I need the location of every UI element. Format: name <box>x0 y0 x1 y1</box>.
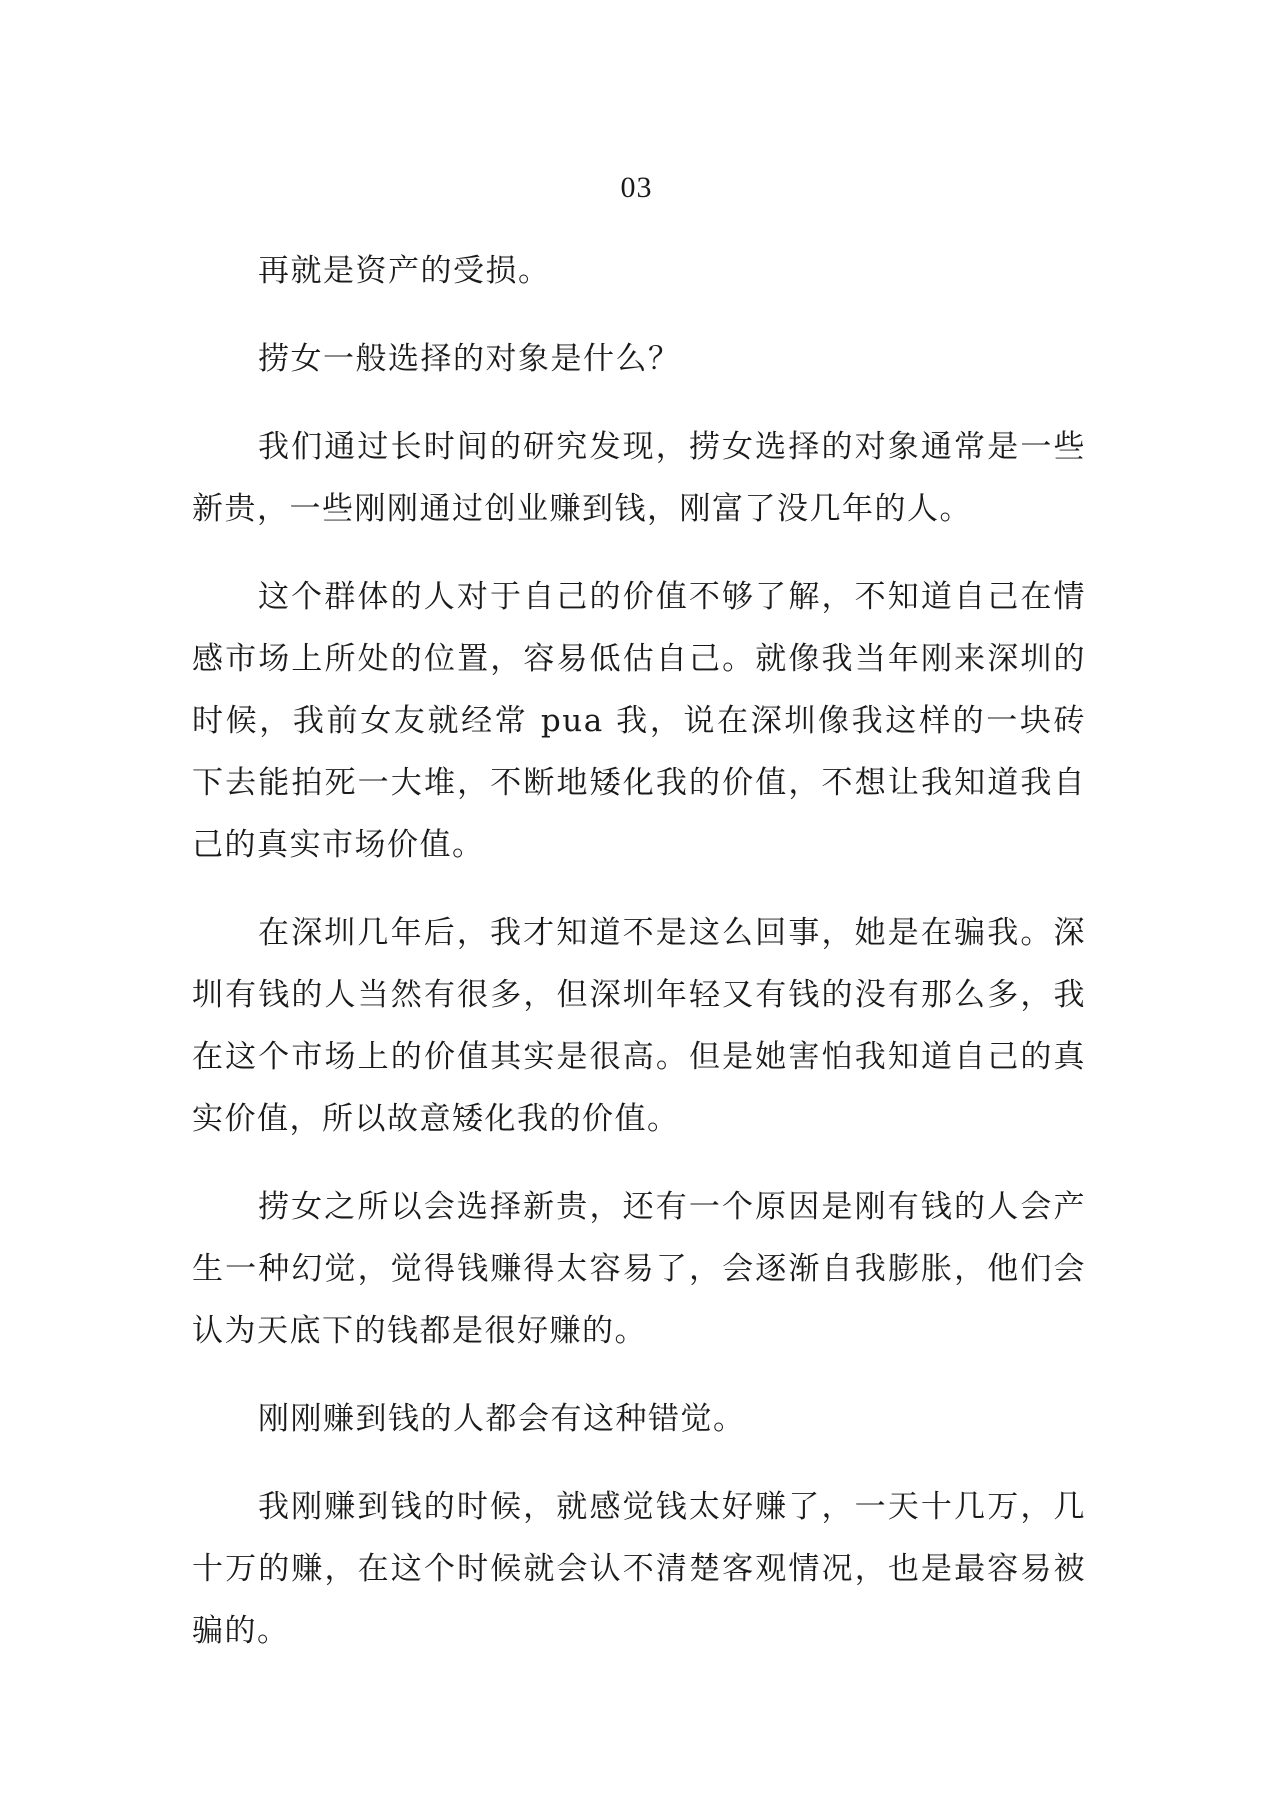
paragraph: 我刚赚到钱的时候，就感觉钱太好赚了，一天十几万，几十万的赚，在这个时候就会认不清楚客观情况，也是最容易被骗的。 <box>192 1489 1086 1649</box>
paragraph: 在深圳几年后，我才知道不是这么回事，她是在骗我。深圳有钱的人当然有很多，但深圳年轻又有钱的没有那么多，我在这个市场上的价值其实是很高。但是她害怕我知道自己的真实价值，所以故意矮化我的价值。 <box>192 915 1086 1137</box>
paragraph: 再就是资产的受损。 <box>258 253 551 289</box>
section-number: 03 <box>620 171 653 204</box>
paragraph: 刚刚赚到钱的人都会有这种错觉。 <box>258 1401 746 1437</box>
paragraph: 捞女一般选择的对象是什么？ <box>258 341 681 377</box>
paragraph: 这个群体的人对于自己的价值不够了解，不知道自己在情感市场上所处的位置，容易低估自己。就像我当年刚来深圳的时候，我前女友就经常 pua 我，说在深圳像我这样的一块砖下去能拍死一大堆，不断地矮化我的价值，不想让我知道我自己的真实市场价值。 <box>192 579 1086 863</box>
paragraph: 我们通过长时间的研究发现，捞女选择的对象通常是一些新贵，一些刚刚通过创业赚到钱，刚富了没几年的人。 <box>192 429 1086 527</box>
paragraph: 捞女之所以会选择新贵，还有一个原因是刚有钱的人会产生一种幻觉，觉得钱赚得太容易了，会逐渐自我膨胀，他们会认为天底下的钱都是很好赚的。 <box>192 1189 1086 1349</box>
body-text <box>192 240 1086 1688</box>
